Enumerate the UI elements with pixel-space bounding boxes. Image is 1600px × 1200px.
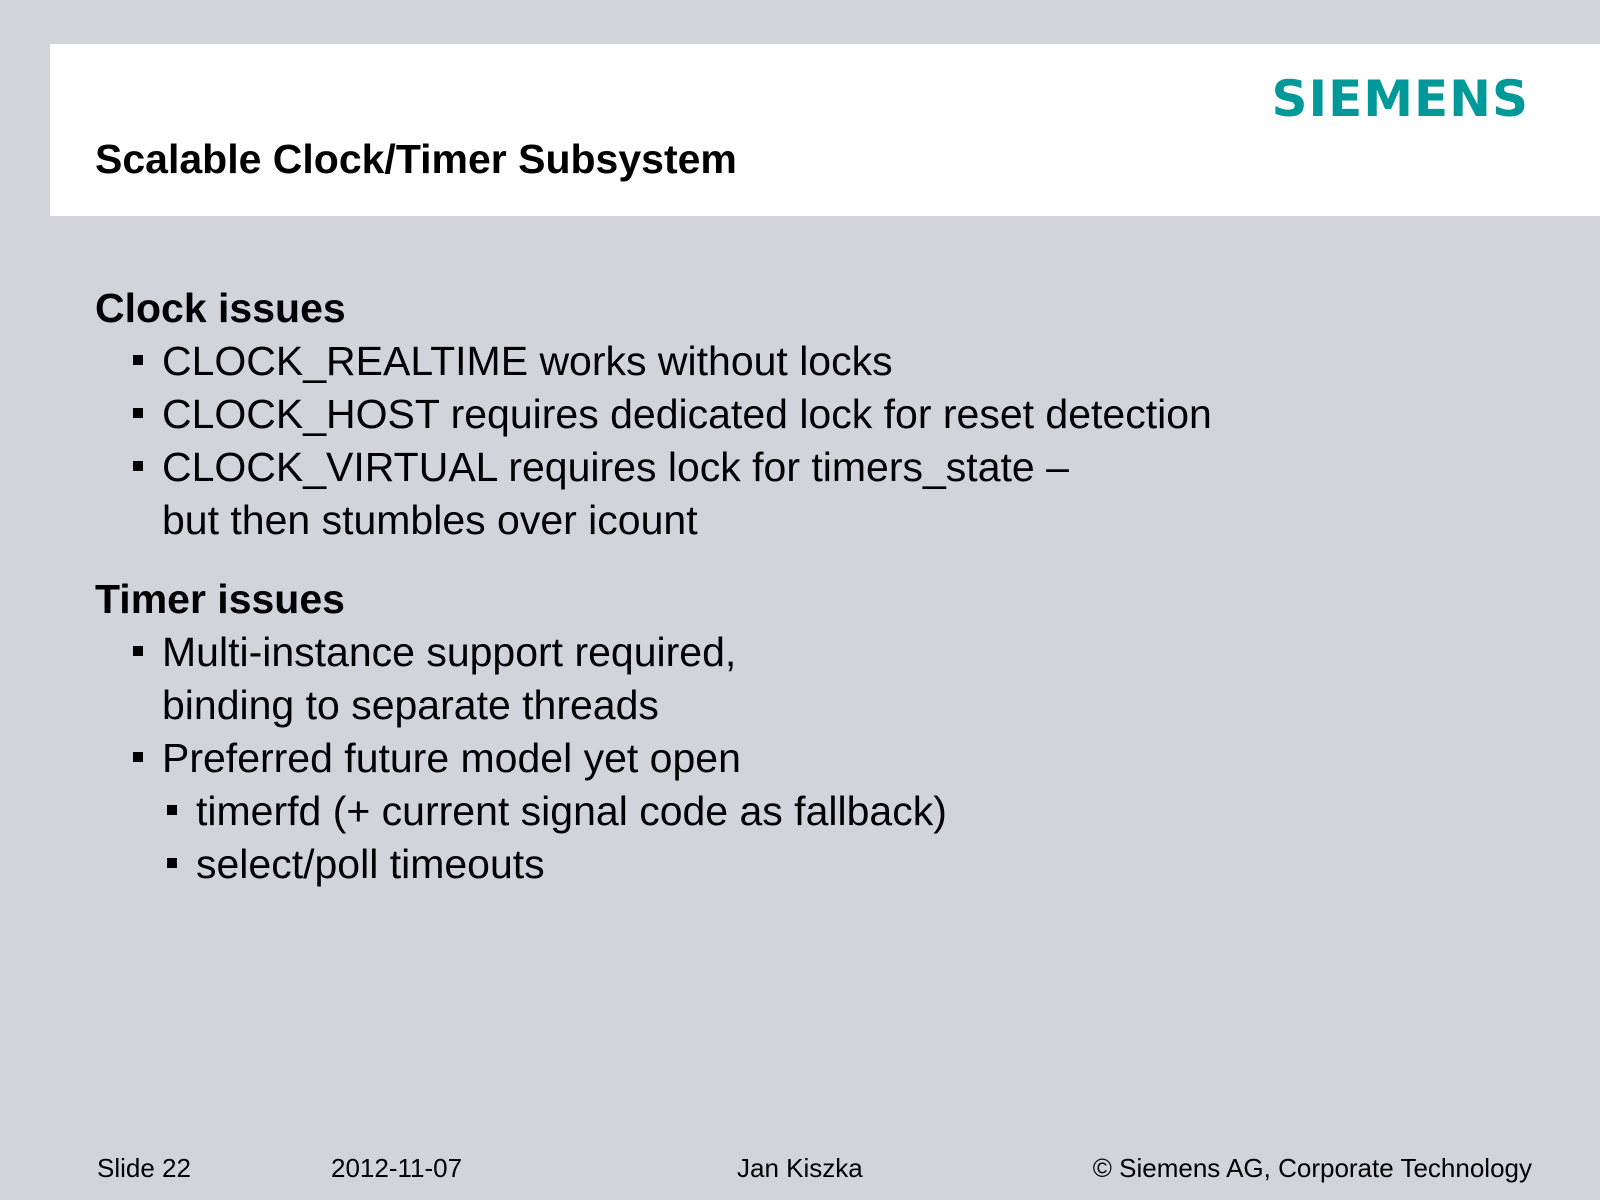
bullet-list (95, 626, 1495, 891)
slide-title: Scalable Clock/Timer Subsystem (95, 136, 737, 182)
sub-bullet-list (162, 785, 1495, 891)
siemens-logo: SIEMENS (1271, 70, 1529, 128)
bullet-text: Multi-instance support required, (162, 629, 737, 675)
bullet-list (95, 335, 1495, 547)
sub-bullet-item (162, 785, 1495, 838)
section-heading: Timer issues (95, 576, 345, 622)
copyright-notice: © Siemens AG, Corporate Technology (1092, 1153, 1532, 1183)
bullet-text: CLOCK_REALTIME works without locks (162, 338, 893, 384)
bullet-text-continuation: binding to separate threads (162, 682, 659, 728)
bullet-text: CLOCK_HOST requires dedicated lock for reset detection (162, 391, 1212, 437)
slide-author: Jan Kiszka (737, 1153, 863, 1183)
bullet-text-continuation: but then stumbles over icount (162, 497, 698, 543)
section-timer-issues (95, 573, 1495, 891)
slide-content (95, 282, 1495, 891)
bullet-text: CLOCK_VIRTUAL requires lock for timers_state – (162, 444, 1069, 490)
bullet-item (95, 626, 1495, 732)
sub-bullet-text: timerfd (+ current signal code as fallback) (196, 788, 947, 834)
slide-number: Slide 22 (97, 1153, 191, 1183)
bullet-item (95, 732, 1495, 891)
section-clock-issues (95, 282, 1495, 547)
bullet-item (95, 335, 1495, 388)
bullet-item (95, 441, 1495, 547)
bullet-text: Preferred future model yet open (162, 735, 741, 781)
section-heading: Clock issues (95, 285, 346, 331)
slide-date: 2012-11-07 (331, 1153, 463, 1183)
sub-bullet-item (162, 838, 1495, 891)
sub-bullet-text: select/poll timeouts (196, 841, 545, 887)
bullet-item (95, 388, 1495, 441)
